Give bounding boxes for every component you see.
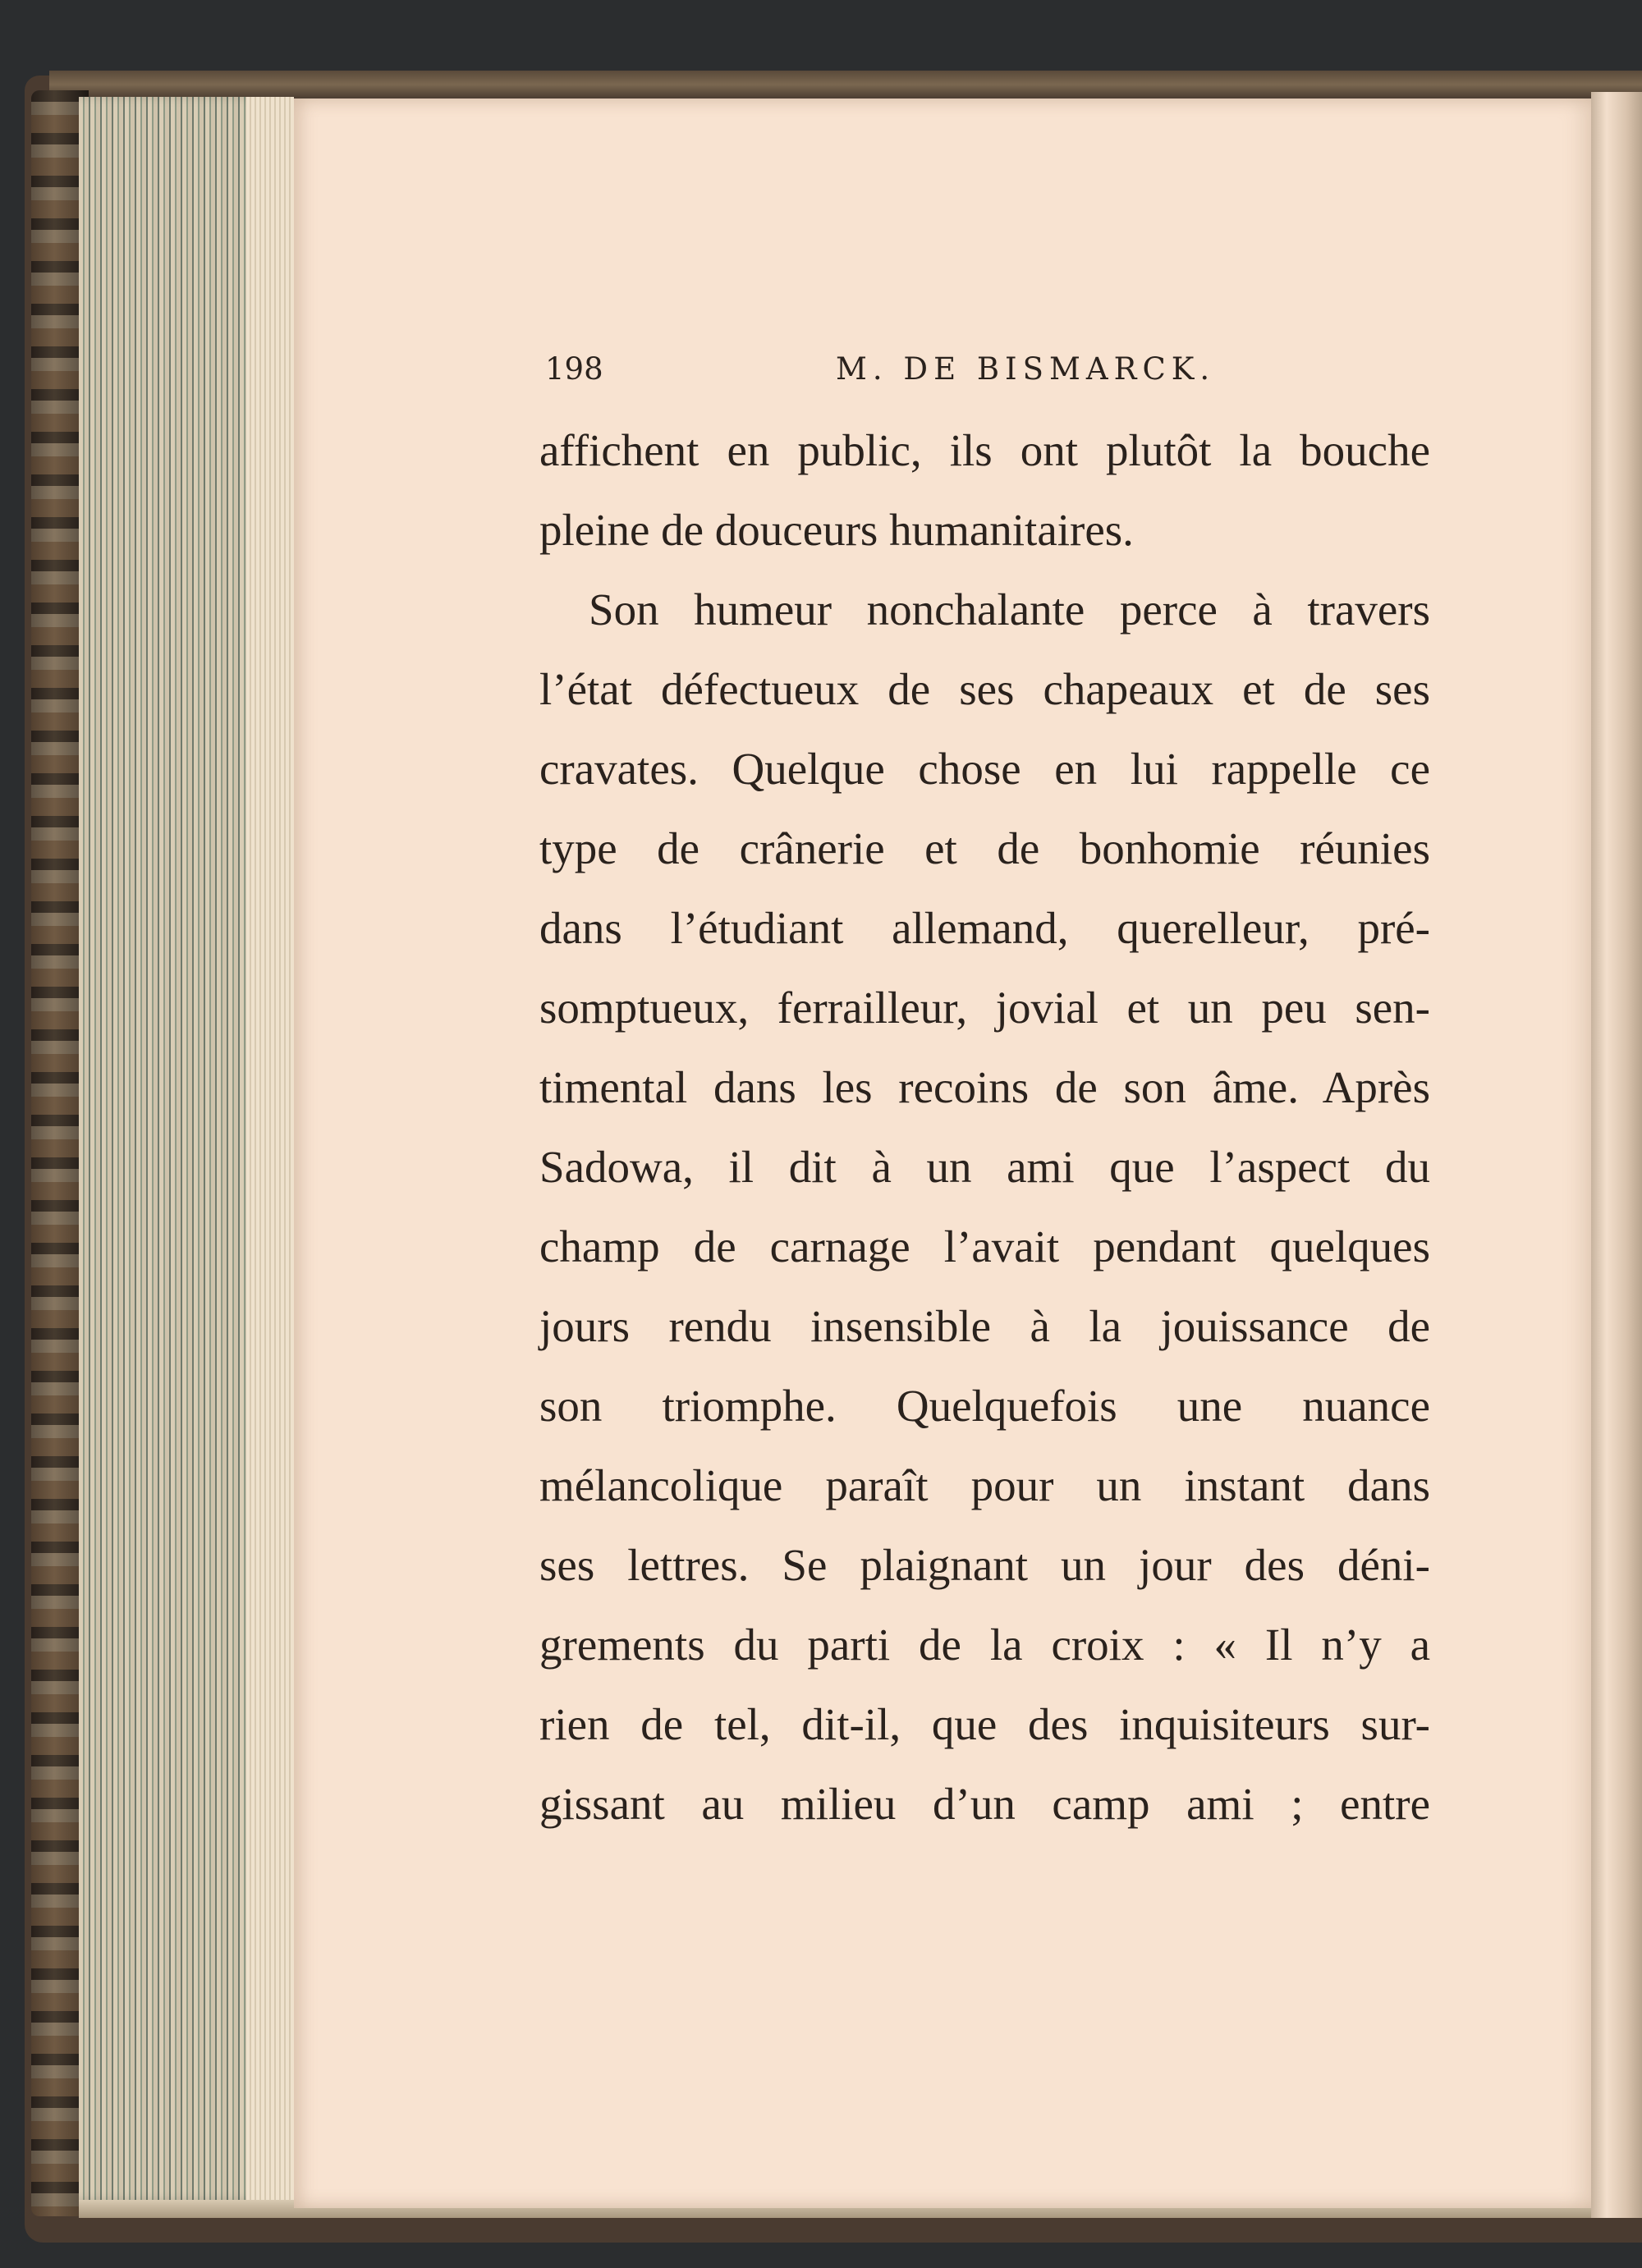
text-line: type de crânerie et de bonhomie réunies — [539, 823, 1430, 873]
text-line: timental dans les recoins de son âme. Après — [539, 1062, 1430, 1112]
running-title: M. DE BISMARCK. — [836, 351, 1216, 387]
text-line: grements du parti de la croix : « Il n’y a — [539, 1620, 1430, 1670]
text-line: rien de tel, dit-il, que des inquisiteurs sur- — [539, 1699, 1430, 1749]
cover-top-edge — [49, 71, 1642, 99]
text-line: l’état défectueux de ses chapeaux et de ses — [539, 664, 1430, 714]
text-line: Son humeur nonchalante perce à travers — [589, 584, 1430, 635]
text-line: cravates. Quelque chose en lui rappelle ce — [539, 744, 1430, 794]
text-line: affichent en public, ils ont plutôt la bouche — [539, 425, 1430, 475]
page-edges-light — [246, 97, 294, 2200]
text-line: gissant au milieu d’un camp ami ; entre — [539, 1779, 1430, 1829]
text-line: ses lettres. Se plaignant un jour des déni- — [539, 1540, 1430, 1590]
text-line: somptueux, ferrailleur, jovial et un peu sen- — [539, 983, 1430, 1033]
body-text — [539, 410, 1430, 1844]
facing-page-gutter — [1591, 92, 1642, 2218]
text-line: champ de carnage l’avait pendant quelques — [539, 1221, 1430, 1271]
text-line: pleine de douceurs humanitaires. — [539, 505, 1134, 555]
page-number: 198 — [545, 351, 603, 387]
text-line: dans l’étudiant allemand, querelleur, pré- — [539, 903, 1430, 953]
text-line: jours rendu insensible à la jouissance de — [539, 1301, 1430, 1351]
text-line: mélancolique paraît pour un instant dans — [539, 1460, 1430, 1510]
text-line: Sadowa, il dit à un ami que l’aspect du — [539, 1142, 1430, 1192]
text-line: son triomphe. Quelquefois une nuance — [539, 1381, 1430, 1431]
